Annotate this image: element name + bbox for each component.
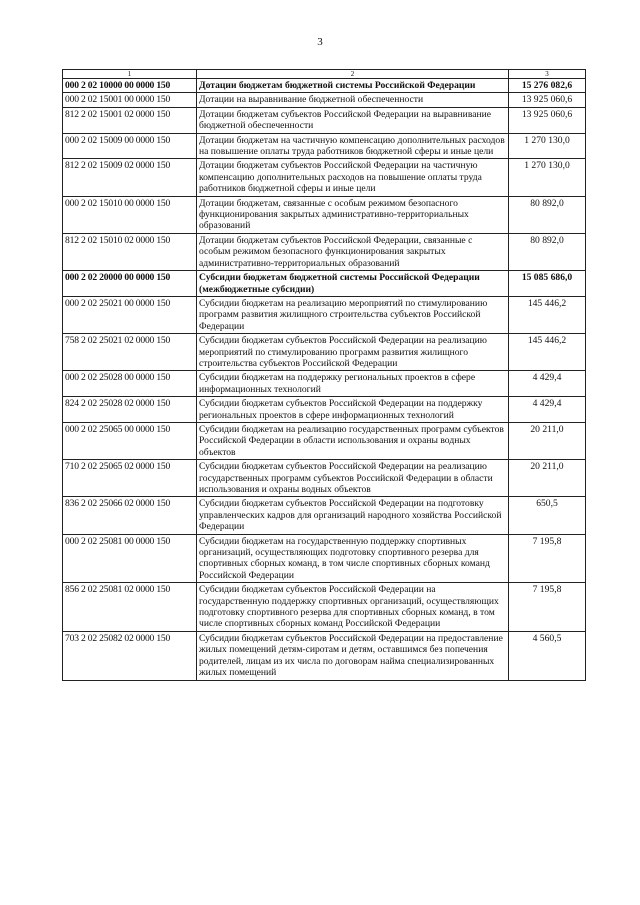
table-row [63,460,586,497]
table-row [63,631,586,680]
table-row [63,583,586,632]
table-row [63,334,586,371]
row-name-cell: Субсидии бюджетам субъектов Российской Федерации на поддержку региональных проектов в сфере информационных технологий [197,397,509,423]
row-name-cell: Дотации бюджетам субъектов Российской Федерации на выравнивание бюджетной обеспеченности [197,107,509,133]
table-row [63,497,586,534]
row-amount-cell: 1 270 130,0 [509,133,586,159]
row-amount-cell: 80 892,0 [509,196,586,233]
row-amount-cell: 20 211,0 [509,422,586,459]
row-code-cell: 000 2 02 20000 00 0000 150 [63,271,197,297]
row-code-cell: 836 2 02 25066 02 0000 150 [63,497,197,534]
row-name-cell: Дотации бюджетам на частичную компенсацию дополнительных расходов на повышение оплаты труда работников бюджетной сферы и иные цели [197,133,509,159]
row-name-cell: Субсидии бюджетам субъектов Российской Федерации на подготовку управленческих кадров для организаций народного хозяйства Российской Федерации [197,497,509,534]
table-header-row [63,70,586,79]
row-name-cell: Дотации бюджетам субъектов Российской Федерации на частичную компенсацию дополнительных расходов на повышение оплаты труда работников бюджетной сферы и иные цели [197,159,509,196]
row-name-cell: Субсидии бюджетам на реализацию государственных программ субъектов Российской Федерации в области использования и охраны водных объектов [197,422,509,459]
row-amount-cell: 145 446,2 [509,296,586,333]
row-name-cell: Субсидии бюджетам субъектов Российской Федерации на реализацию государственных программ субъектов Российской Федерации в области использования и охраны водных объектов [197,460,509,497]
row-code-cell: 000 2 02 15001 00 0000 150 [63,93,197,107]
budget-revenue-table [62,69,586,681]
table-row [63,534,586,583]
row-amount-cell: 4 560,5 [509,631,586,680]
column-header-1: 1 [63,70,197,79]
row-name-cell: Дотации бюджетам, связанные с особым режимом безопасного функционирования закрытых административно-территориальных образований [197,196,509,233]
row-code-cell: 000 2 02 15009 00 0000 150 [63,133,197,159]
table-row [63,271,586,297]
row-amount-cell: 145 446,2 [509,334,586,371]
row-amount-cell: 80 892,0 [509,233,586,270]
row-code-cell: 000 2 02 10000 00 0000 150 [63,79,197,93]
table-row [63,196,586,233]
row-amount-cell: 20 211,0 [509,460,586,497]
row-amount-cell: 13 925 060,6 [509,93,586,107]
row-name-cell: Дотации бюджетам бюджетной системы Российской Федерации [197,79,509,93]
table-row [63,107,586,133]
row-amount-cell: 4 429,4 [509,371,586,397]
row-code-cell: 856 2 02 25081 02 0000 150 [63,583,197,632]
row-code-cell: 000 2 02 25028 00 0000 150 [63,371,197,397]
page-number: 3 [317,36,323,48]
row-code-cell: 703 2 02 25082 02 0000 150 [63,631,197,680]
row-code-cell: 812 2 02 15010 02 0000 150 [63,233,197,270]
table-row [63,233,586,270]
row-code-cell: 710 2 02 25065 02 0000 150 [63,460,197,497]
table-row [63,422,586,459]
row-amount-cell: 7 195,8 [509,534,586,583]
row-name-cell: Субсидии бюджетам бюджетной системы Российской Федерации (межбюджетные субсидии) [197,271,509,297]
row-amount-cell: 15 085 686,0 [509,271,586,297]
row-amount-cell: 650,5 [509,497,586,534]
row-code-cell: 812 2 02 15001 02 0000 150 [63,107,197,133]
table-row [63,79,586,93]
table-row [63,296,586,333]
row-name-cell: Субсидии бюджетам на реализацию мероприятий по стимулированию программ развития жилищного строительства субъектов Российской Федерации [197,296,509,333]
row-code-cell: 812 2 02 15009 02 0000 150 [63,159,197,196]
table-row [63,93,586,107]
row-code-cell: 824 2 02 25028 02 0000 150 [63,397,197,423]
table-row [63,133,586,159]
row-name-cell: Субсидии бюджетам на государственную поддержку спортивных организаций, осуществляющих подготовку спортивного резерва для спортивных сборных команд, в том числе спортивных сборных команд Российской Федерации [197,534,509,583]
table-row [63,397,586,423]
row-code-cell: 000 2 02 25081 00 0000 150 [63,534,197,583]
row-code-cell: 000 2 02 25021 00 0000 150 [63,296,197,333]
table-body [63,79,586,681]
row-amount-cell: 1 270 130,0 [509,159,586,196]
table-row [63,371,586,397]
row-amount-cell: 7 195,8 [509,583,586,632]
row-name-cell: Субсидии бюджетам субъектов Российской Федерации на государственную поддержку спортивных организаций, осуществляющих подготовку спортивного резерва для спортивных сборных команд, в том числе спортивных сборных команд Российской Федерации [197,583,509,632]
row-amount-cell: 15 276 082,6 [509,79,586,93]
row-name-cell: Дотации бюджетам субъектов Российской Федерации, связанные с особым режимом безопасного функционирования закрытых административно-территориальных образований [197,233,509,270]
row-amount-cell: 13 925 060,6 [509,107,586,133]
row-code-cell: 000 2 02 25065 00 0000 150 [63,422,197,459]
table-row [63,159,586,196]
column-header-3: 3 [509,70,586,79]
row-amount-cell: 4 429,4 [509,397,586,423]
row-code-cell: 000 2 02 15010 00 0000 150 [63,196,197,233]
row-name-cell: Субсидии бюджетам субъектов Российской Федерации на реализацию мероприятий по стимулированию программ развития жилищного строительства субъектов Российской Федерации [197,334,509,371]
row-code-cell: 758 2 02 25021 02 0000 150 [63,334,197,371]
row-name-cell: Дотации на выравнивание бюджетной обеспеченности [197,93,509,107]
row-name-cell: Субсидии бюджетам на поддержку региональных проектов в сфере информационных технологий [197,371,509,397]
row-name-cell: Субсидии бюджетам субъектов Российской Федерации на предоставление жилых помещений детям-сиротам и детям, оставшимся без попечения родителей, лицам из их числа по договорам найма специализированных жилых помещений [197,631,509,680]
column-header-2: 2 [197,70,509,79]
